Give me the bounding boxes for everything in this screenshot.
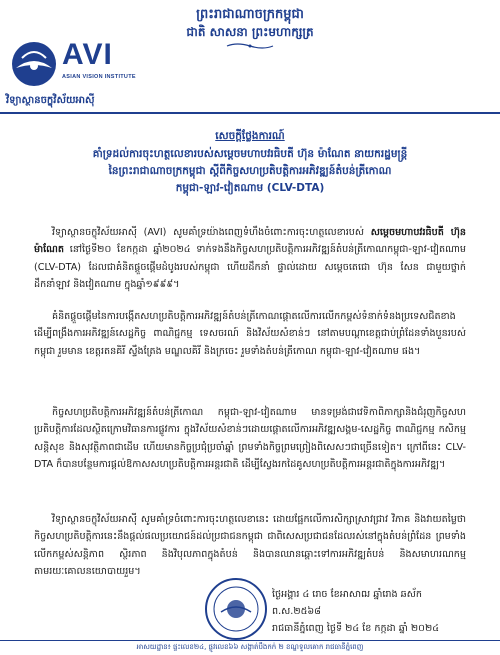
paragraph-3 [34, 404, 466, 474]
institute-seal-icon [203, 576, 269, 642]
p1-rest: នៅថ្ងៃទី២០ ខែកក្កដា ឆ្នាំ២០២៤ ទាក់ទងនឹងកិច្ចសហប្រតិបត្តិការអភិវឌ្ឍន៍តំបន់ត្រីកោណកម្ពុជា-ឡាវ-វៀតណាម (CLV-DTA) ដែលជាគំនិតផ្តួចផ្តើមដំបូងរបស់កម្ពុជា ហើយដឹកនាំ ផ្ទាល់ដោយ សម្តេចតេជោ ហ៊ុន សែន ជាមួយថ្នាក់ដឹកនាំឡាវ និងវៀតណាម ក្នុងឆ្នាំ១៩៩៩។ [34, 244, 466, 291]
motto-heading: ជាតិ សាសនា ព្រះមហាក្សត្រ [186, 25, 314, 39]
date-lunar: ថ្ងៃអង្គារ ៤ រោច ខែអាសាឍ ឆ្នាំរោង ឆស័ក ព.ស.២៥៦៨ [272, 589, 422, 617]
paragraph-2 [34, 308, 466, 360]
ornament-icon [225, 42, 275, 50]
logo-subtitle: ASIAN VISION INSTITUTE [62, 74, 136, 80]
statement-title [60, 146, 440, 197]
kingdom-heading: ព្រះរាជាណាចក្រកម្ពុជា [196, 7, 304, 22]
date-solar: រាជធានីភ្នំពេញ ថ្ងៃទី ២៤ ខែ កក្កដា ឆ្នាំ ២០២៤ [272, 623, 440, 634]
p2-text: គំនិតផ្តួចផ្តើមនៃការបង្កើតសហប្រតិបត្តិការអភិវឌ្ឍន៍តំបន់ត្រីកោណផ្តោតលើការលើកកម្ពស់ទំនាក់ទំនងប្រទេសជិតខាង ដើម្បីពង្រឹងការអភិវឌ្ឍន៍សេដ្ឋកិច្ច ពាណិជ្ជកម្ម ទេសចរណ៍ និងវិស័យសំខាន់ៗ នៅតាមបណ្តាខេត្តជាប់ព្រំដែនទាំងបួនរបស់កម្ពុជា រួមមាន ខេត្តរតនគិរី ស្ទឹងត្រែង មណ្ឌលគិរី និងក្រចេះ រួមទាំងតំបន់ត្រីកោណ កម្ពុជា-ឡាវ-វៀតណាម ផង។ [34, 311, 466, 357]
institute-name-kh: វិទ្យាស្ថានចក្ខុវិស័យអាស៊ី [6, 95, 95, 106]
p3-text: កិច្ចសហប្រតិបត្តិការអភិវឌ្ឍន៍តំបន់ត្រីកោណ កម្ពុជា-ឡាវ-វៀតណាម មានទម្រង់ជាវេទិកាពិភាក្សានិងជំរុញកិច្ចសហប្រតិបត្តិការដែលស្ថិតក្រោមវិធានការផ្លូវការ ក្នុងវិស័យសំខាន់ៗដោយផ្តោតលើការអភិវឌ្ឍសង្គម-សេដ្ឋកិច្ច ពាណិជ្ជកម្ម កសិកម្ម សន្តិសុខ និងសុវត្ថិភាពជាដើម ហើយមានកិច្ចប្រជុំប្រចាំឆ្នាំ ព្រមទាំងកិច្ចព្រមព្រៀងពិសេសៗជាច្រើនទៀត។ ក្រៅពីនេះ CLV-DTA ក៏បានបន្ថែមការផ្តល់ឱកាសសហប្រតិបត្តិការអន្តរជាតិ ដើម្បីស្វែងរកដៃគូសហប្រតិបត្តិការអន្តរជាតិក្នុងការអភិវឌ្ឍ។ [34, 407, 466, 471]
title-line-1: គាំទ្រដល់ការចុះហត្ថលេខារបស់សម្តេចមហាបវរធិបតី ហ៊ុន ម៉ាណែត នាយករដ្ឋមន្ត្រី [92, 148, 408, 160]
header-divider [0, 112, 500, 114]
footer-address: អាសយដ្ឋាន៖ ផ្ទះលេខ២៤, ផ្លូវលេខ៦៦ សង្កាត់បឹងកក់ ២ ខណ្ឌទួលគោក រាជធានីភ្នំពេញ [0, 640, 500, 653]
p4-text: វិទ្យាស្ថានចក្ខុវិស័យអាស៊ី សូមគាំទ្រចំពោះការចុះហត្ថលេខានេះ ដោយផ្អែកលើការសិក្សាស្រាវជ្រាវ វិភាគ និងវាយតម្លៃថាកិច្ចសហប្រតិបត្តិការនេះនឹងផ្តល់ផលប្រយោជន៍ដល់ប្រជាជនកម្ពុជា ជាពិសេសប្រជាជនដែលរស់នៅក្នុងតំបន់ព្រំដែន ព្រមទាំងលើកកម្ពស់សន្តិភាព ស្ថិរភាព និងវិបុលភាពក្នុងតំបន់ និងបានឈានឆ្ពោះទៅការអភិវឌ្ឍតំបន់ និងសមាហរណកម្មតាមរយៈគោលនយោបាយរួម។ [34, 514, 466, 578]
statement-date [272, 586, 472, 637]
logo-name: AVI [62, 38, 113, 71]
statement-heading: សេចក្តីថ្លែងការណ៍ [215, 130, 285, 142]
paragraph-1 [34, 224, 466, 294]
p1-bold-name: សម្តេចមហាបវរធិបតី ហ៊ុន ម៉ាណែត [34, 227, 466, 256]
p1-lead: វិទ្យាស្ថានចក្ខុវិស័យអាស៊ី (AVI) សូមគាំទ្រយ៉ាងពេញទំហឹងចំពោះការចុះហត្ថលេខារបស់ [52, 227, 365, 238]
title-line-2: នៃព្រះរាជាណាចក្រកម្ពុជា ស្តីពីកិច្ចសហប្រតិបត្តិការអភិវឌ្ឍន៍តំបន់ត្រីកោណ [108, 165, 392, 177]
title-line-3: កម្ពុជា-ឡាវ-វៀតណាម (CLV-DTA) [175, 182, 325, 194]
paragraph-4 [34, 511, 466, 581]
